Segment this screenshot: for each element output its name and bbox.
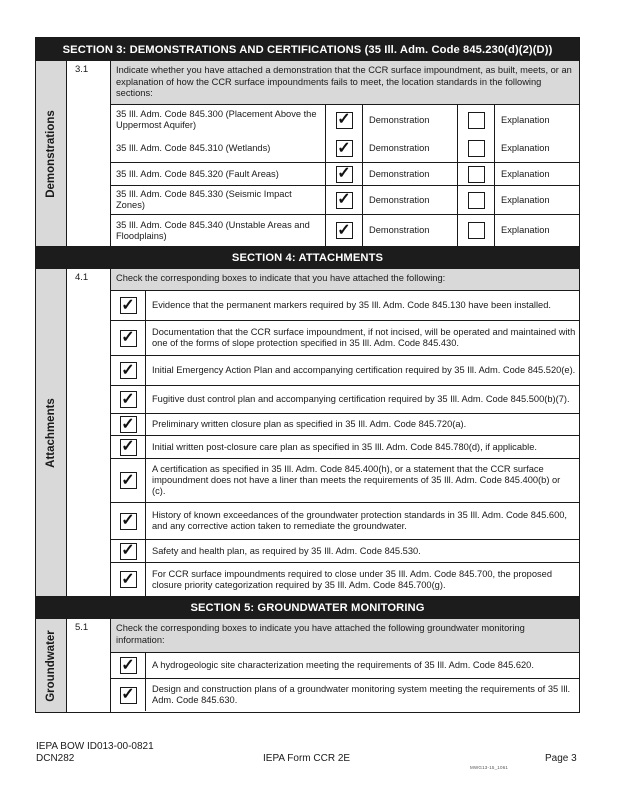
section-5-content <box>111 619 579 712</box>
explanation-checkbox[interactable] <box>468 112 485 129</box>
attachment-row <box>111 386 579 414</box>
demo-row-label: 35 Ill. Adm. Code 845.320 (Fault Areas) <box>111 163 326 185</box>
explanation-label: Explanation <box>501 194 550 205</box>
explanation-label: Explanation <box>501 168 550 179</box>
demonstration-label: Demonstration <box>363 135 458 162</box>
demonstration-checkbox[interactable]: ✓ <box>337 111 351 128</box>
item-number-3-1: 3.1 <box>67 61 111 247</box>
footer-dcn: DCN282 <box>36 753 75 764</box>
footer-page-number: Page 3 <box>545 753 577 764</box>
attachment-checkbox[interactable]: ✓ <box>121 471 135 489</box>
groundwater-row <box>111 653 579 679</box>
attachment-checkbox[interactable]: ✓ <box>121 296 135 314</box>
explanation-label: Explanation <box>501 114 550 125</box>
attachment-checkbox[interactable]: ✓ <box>121 542 135 559</box>
attachment-row <box>111 356 579 386</box>
attachment-row <box>111 540 579 563</box>
section-5-side-label: Groundwater <box>36 619 67 712</box>
demonstration-checkbox[interactable]: ✓ <box>337 165 351 182</box>
demonstration-checkbox[interactable]: ✓ <box>337 139 351 157</box>
attachment-text: For CCR surface impoundments required to close under 35 Ill. Adm. Code 845.700, the proposed closure priority categorization required by 35 Ill. Adm. Code 845.700(g). <box>152 568 552 590</box>
footer-form-name: IEPA Form CCR 2E <box>263 753 351 764</box>
section-3-content <box>111 61 579 247</box>
attachment-checkbox[interactable]: ✓ <box>121 570 135 588</box>
attachment-row <box>111 291 579 321</box>
attachment-checkbox[interactable]: ✓ <box>121 415 135 433</box>
section-4-title: SECTION 4: ATTACHMENTS <box>36 247 579 269</box>
demo-row <box>111 105 579 135</box>
section-3 <box>35 37 580 248</box>
groundwater-text: Design and construction plans of a groundwater monitoring system meeting the requirements of 35 Ill. Adm. Code 845.630. <box>152 684 571 705</box>
section-5 <box>35 596 580 713</box>
demonstration-checkbox[interactable]: ✓ <box>337 221 351 239</box>
bates-stamp: MWG13-15_1061 <box>470 765 509 770</box>
demo-row <box>111 135 579 163</box>
demonstration-label: Demonstration <box>363 186 458 214</box>
attachment-checkbox[interactable]: ✓ <box>121 361 135 379</box>
demo-row <box>111 163 579 186</box>
attachment-row <box>111 563 579 596</box>
explanation-label: Explanation <box>501 225 550 235</box>
attachment-row <box>111 436 579 459</box>
groundwater-checkbox[interactable]: ✓ <box>121 686 135 703</box>
explanation-label: Explanation <box>501 143 550 153</box>
section-3-side-label: Demonstrations <box>36 61 67 247</box>
demo-row-label: 35 Ill. Adm. Code 845.340 (Unstable Areas and Floodplains) <box>111 215 326 246</box>
section-4-content <box>111 269 579 596</box>
attachment-text: Preliminary written closure plan as specified in 35 Ill. Adm. Code 845.720(a). <box>152 419 467 429</box>
section-5-title: SECTION 5: GROUNDWATER MONITORING <box>36 597 579 619</box>
demonstration-label: Demonstration <box>363 163 458 185</box>
attachment-checkbox[interactable]: ✓ <box>121 512 135 529</box>
attachment-text: Evidence that the permanent markers required by 35 Ill. Adm. Code 845.130 have been installed. <box>152 300 551 310</box>
section-3-body <box>36 61 579 247</box>
attachment-text: Fugitive dust control plan and accompanying certification required by 35 Ill. Adm. Code 845.500(b)(7). <box>152 394 570 404</box>
attachment-row <box>111 503 579 540</box>
explanation-checkbox[interactable] <box>468 192 485 209</box>
demo-row-label: 35 Ill. Adm. Code 845.330 (Seismic Impact Zones) <box>111 186 326 214</box>
item-number-4-1: 4.1 <box>67 269 111 596</box>
section-3-title: SECTION 3: DEMONSTRATIONS AND CERTIFICATIONS (35 Ill. Adm. Code 845.230(d)(2)(D)) <box>36 38 579 61</box>
attachment-text: Initial Emergency Action Plan and accompanying certification required by 35 Ill. Adm. Code 845.520(e). <box>152 365 576 375</box>
demonstration-checkbox[interactable]: ✓ <box>337 191 351 208</box>
demo-row <box>111 215 579 246</box>
attachment-checkbox[interactable]: ✓ <box>121 329 135 346</box>
attachment-checkbox[interactable]: ✓ <box>121 390 135 408</box>
attachment-text: Initial written post-closure care plan as specified in 35 Ill. Adm. Code 845.780(d), if applicable. <box>152 441 537 452</box>
section-4 <box>35 246 580 597</box>
footer-form-id: IEPA BOW ID013-00-0821 <box>36 741 154 752</box>
groundwater-text: A hydrogeologic site characterization meeting the requirements of 35 Ill. Adm. Code 845.620. <box>152 660 534 670</box>
attachment-row <box>111 459 579 503</box>
demo-row-label: 35 Ill. Adm. Code 845.300 (Placement Above the Uppermost Aquifer) <box>111 105 326 135</box>
attachment-text: Safety and health plan, as required by 35 Ill. Adm. Code 845.530. <box>152 545 421 556</box>
section-5-body <box>36 619 579 712</box>
section-4-side-label: Attachments <box>36 269 67 596</box>
demo-row <box>111 186 579 215</box>
attachment-checkbox[interactable]: ✓ <box>121 438 135 455</box>
groundwater-checkbox[interactable]: ✓ <box>121 656 135 674</box>
section-4-body <box>36 269 579 596</box>
attachment-text: A certification as specified in 35 Ill. Adm. Code 845.400(h), or a statement that the CCR surface impoundment does not have a liner than meets the requirements of 35 Ill. Adm. Code 845.400(b) or (c). <box>152 464 561 496</box>
section-4-instruction: Check the corresponding boxes to indicate that you have attached the following: <box>111 269 579 291</box>
explanation-checkbox[interactable] <box>468 140 485 157</box>
explanation-checkbox[interactable] <box>468 166 485 183</box>
demonstration-label: Demonstration <box>363 105 458 135</box>
attachment-text: History of known exceedances of the groundwater protection standards in 35 Ill. Adm. Code 845.600, and any corrective action taken to remediate the groundwater. <box>152 510 567 531</box>
item-number-5-1: 5.1 <box>67 619 111 712</box>
explanation-checkbox[interactable] <box>468 222 485 239</box>
section-3-instruction: Indicate whether you have attached a demonstration that the CCR surface impoundment, as built, meets, or an explanation of how the CCR surface impoundments fails to meet, the location standards in the following sections: <box>111 61 579 105</box>
groundwater-row <box>111 679 579 711</box>
attachment-row <box>111 414 579 436</box>
attachment-row <box>111 321 579 356</box>
demonstration-label: Demonstration <box>363 215 458 246</box>
attachment-text: Documentation that the CCR surface impoundment, if not incised, will be operated and maintained with one of the forms of slope protection specified in 35 Ill. Adm. Code 845.430. <box>152 327 576 348</box>
section-5-instruction: Check the corresponding boxes to indicate you have attached the following groundwater monitoring information: <box>111 619 579 653</box>
demo-row-label: 35 Ill. Adm. Code 845.310 (Wetlands) <box>111 135 326 162</box>
